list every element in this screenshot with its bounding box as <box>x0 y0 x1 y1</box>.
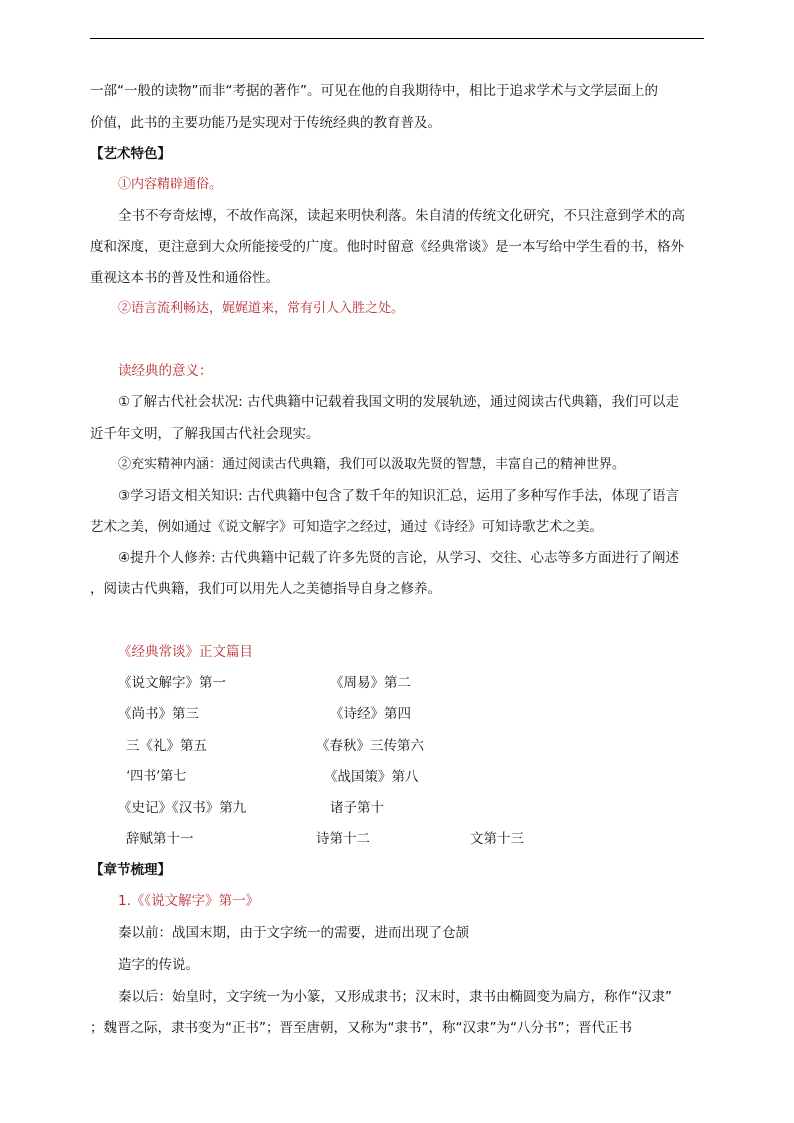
paragraph-line: 全书不夸奇炫博，不故作高深，读起来明快利落。朱自清的传统文化研究，不只注意到学术的高 <box>118 208 685 224</box>
toc-entry: 诸子第十 <box>330 800 384 816</box>
header-rule <box>90 38 704 39</box>
art-point-2-title: ②语言流利畅达，娓娓道来，常有引人入胜之处。 <box>118 301 405 316</box>
toc-entry: 《战国策》第八 <box>324 769 419 785</box>
toc-entry: 文第十三 <box>470 831 524 847</box>
toc-entry: 《周易》第二 <box>330 675 411 691</box>
section-heading-chapters: 【章节梳理】 <box>90 862 171 878</box>
paragraph-line: 秦以前：战国末期，由于文字统一的需要，进而出现了仓颉 <box>118 925 469 941</box>
paragraph-line: 艺术之美，例如通过《说文解字》可知造字之经过，通过《诗经》可知诗歌艺术之美。 <box>90 519 603 535</box>
toc-entry: 诗第十二 <box>316 831 370 847</box>
meaning-item-4: ④提升个人修养: 古代典籍中记载了许多先贤的言论，从学习、交往、心志等多方面进行了阐述 <box>118 550 679 566</box>
section-heading-art: 【艺术特色】 <box>90 146 171 162</box>
toc-entry: ‘四书’第七 <box>126 769 187 784</box>
meaning-item-2: ②充实精神内涵：通过阅读古代典籍，我们可以汲取先贤的智慧，丰富自己的精神世界。 <box>118 457 626 472</box>
art-point-1-title: ①内容精辟通俗。 <box>118 177 223 192</box>
chapter-1-title: 1.《《说文解字》第一》 <box>118 893 260 909</box>
toc-entry: 《春秋》三传第六 <box>316 738 424 754</box>
paragraph-line: 造字的传说。 <box>118 957 199 973</box>
toc-entry: 《史记》《汉书》第九 <box>118 800 247 816</box>
paragraph-line: 价值，此书的主要功能乃是实现对于传统经典的教育普及。 <box>90 115 441 131</box>
toc-entry: 《尚书》第三 <box>118 706 199 722</box>
toc-entry: 《诗经》第四 <box>330 706 411 722</box>
meaning-item-1: ①了解古代社会状况: 古代典籍中记载着我国文明的发展轨迹，通过阅读古代典籍，我们可以走 <box>118 394 679 410</box>
paragraph-line: 重视这本书的普及性和通俗性。 <box>90 270 279 286</box>
toc-entry: 辞赋第十一 <box>126 831 194 847</box>
meaning-item-3: ③学习语文相关知识: 古代典籍中包含了数千年的知识汇总，运用了多种写作手法，体现了语言 <box>118 488 679 504</box>
meaning-heading: 读经典的意义： <box>118 363 213 379</box>
paragraph-line: 近千年文明，了解我国古代社会现实。 <box>90 426 320 442</box>
paragraph-line: 秦以后：始皇时，文字统一为小篆，又形成隶书；汉末时，隶书由椭圆变为扁方，称作“汉隶” <box>118 989 672 1005</box>
paragraph-line: 度和深度，更注意到大众所能接受的广度。他时时留意《经典常谈》是一本写给中学生看的书，格外 <box>90 239 684 255</box>
paragraph-line: 一部“一般的读物”而非“考据的著作”。可见在他的自我期待中，相比于追求学术与文学层面上的 <box>90 83 658 99</box>
paragraph-line: ；魏晋之际，隶书变为“正书”；晋至唐朝，又称为“隶书”，称“汉隶”为“八分书”；晋代正书 <box>90 1020 632 1036</box>
paragraph-line: ，阅读古代典籍，我们可以用先人之美德指导自身之修养。 <box>90 581 441 597</box>
toc-entry: 《说文解字》第一 <box>118 675 226 691</box>
toc-title: 《经典常谈》正文篇目 <box>118 644 253 660</box>
toc-entry: 三《礼》第五 <box>126 738 207 754</box>
